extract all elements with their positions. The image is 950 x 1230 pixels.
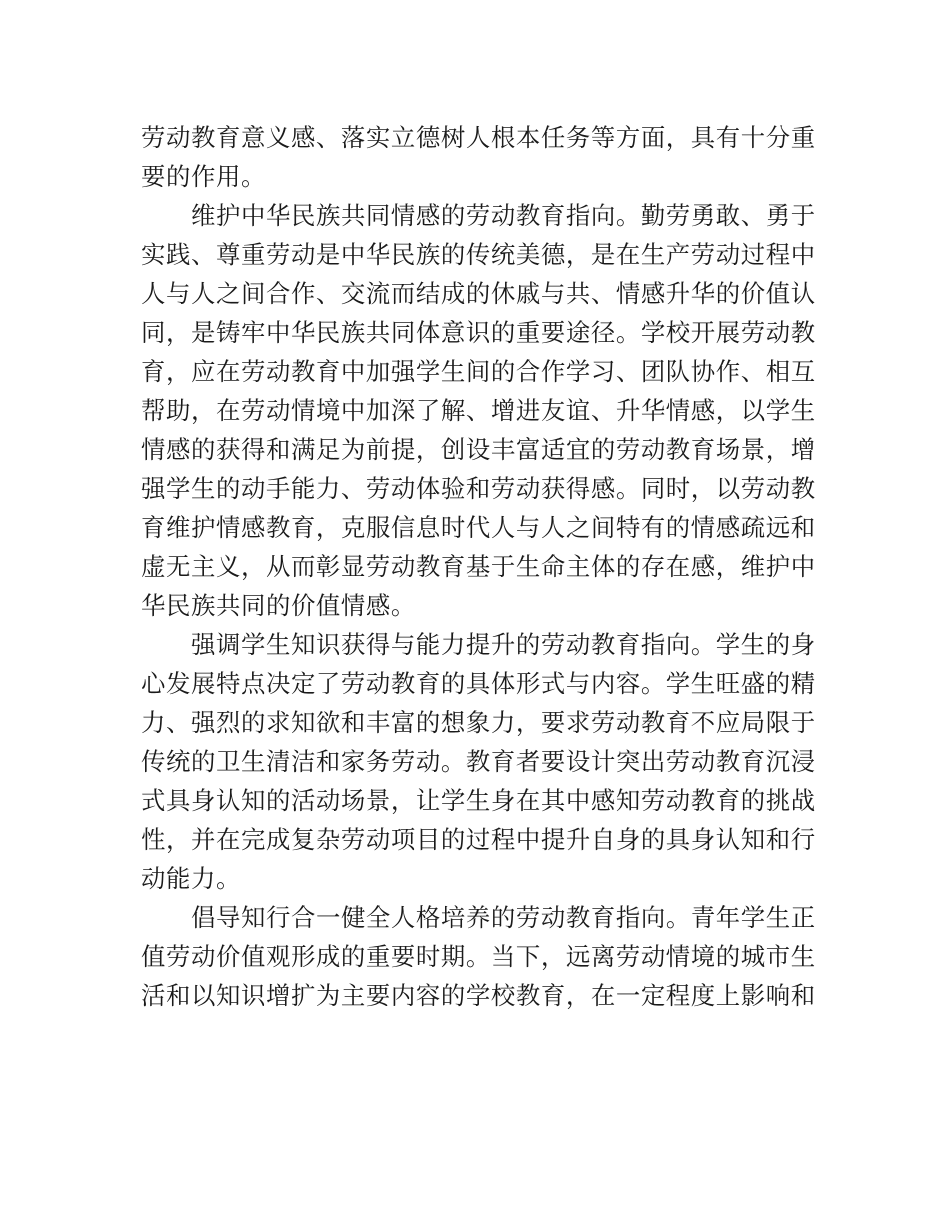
- paragraph-line: 要的作用。: [141, 162, 266, 191]
- paragraph-1: [141, 118, 816, 196]
- paragraph-line: 劳动教育意义感、落实立德树人根本任务等方面，具有十分重: [141, 123, 816, 152]
- paragraph-line: 同，是铸牢中华民族共同体意识的重要途径。学校开展劳动教: [141, 318, 816, 347]
- paragraph-line: 帮助，在劳动情境中加深了解、增进友谊、升华情感，以学生: [141, 396, 816, 425]
- paragraph-line: 性，并在完成复杂劳动项目的过程中提升自身的具身认知和行: [141, 825, 816, 854]
- paragraph-line: 强调学生知识获得与能力提升的劳动教育指向。学生的身: [191, 630, 816, 659]
- body-text: [141, 118, 816, 1015]
- paragraph-line: 情感的获得和满足为前提，创设丰富适宜的劳动教育场景，增: [141, 435, 816, 464]
- paragraph-line: 虚无主义，从而彰显劳动教育基于生命主体的存在感，维护中: [141, 552, 816, 581]
- paragraph-line: 传统的卫生清洁和家务劳动。教育者要设计突出劳动教育沉浸: [141, 747, 816, 776]
- paragraph-line: 式具身认知的活动场景，让学生身在其中感知劳动教育的挑战: [141, 786, 816, 815]
- paragraph-line: 倡导知行合一健全人格培养的劳动教育指向。青年学生正: [191, 903, 816, 932]
- paragraph-line: 动能力。: [141, 864, 241, 893]
- paragraph-3: [141, 625, 816, 898]
- paragraph-line: 华民族共同的价值情感。: [141, 591, 416, 620]
- paragraph-line: 强学生的动手能力、劳动体验和劳动获得感。同时，以劳动教: [141, 474, 816, 503]
- paragraph-line: 活和以知识增扩为主要内容的学校教育，在一定程度上影响和: [141, 981, 816, 1010]
- paragraph-line: 值劳动价值观形成的重要时期。当下，远离劳动情境的城市生: [141, 942, 816, 971]
- paragraph-line: 人与人之间合作、交流而结成的休戚与共、情感升华的价值认: [141, 279, 816, 308]
- paragraph-line: 实践、尊重劳动是中华民族的传统美德，是在生产劳动过程中: [141, 240, 816, 269]
- paragraph-line: 力、强烈的求知欲和丰富的想象力，要求劳动教育不应局限于: [141, 708, 816, 737]
- paragraph-line: 维护中华民族共同情感的劳动教育指向。勤劳勇敢、勇于: [191, 201, 816, 230]
- paragraph-line: 心发展特点决定了劳动教育的具体形式与内容。学生旺盛的精: [141, 669, 816, 698]
- paragraph-4: [141, 898, 816, 1015]
- paragraph-line: 育维护情感教育，克服信息时代人与人之间特有的情感疏远和: [141, 513, 816, 542]
- paragraph-2: [141, 196, 816, 625]
- paragraph-line: 育，应在劳动教育中加强学生间的合作学习、团队协作、相互: [141, 357, 816, 386]
